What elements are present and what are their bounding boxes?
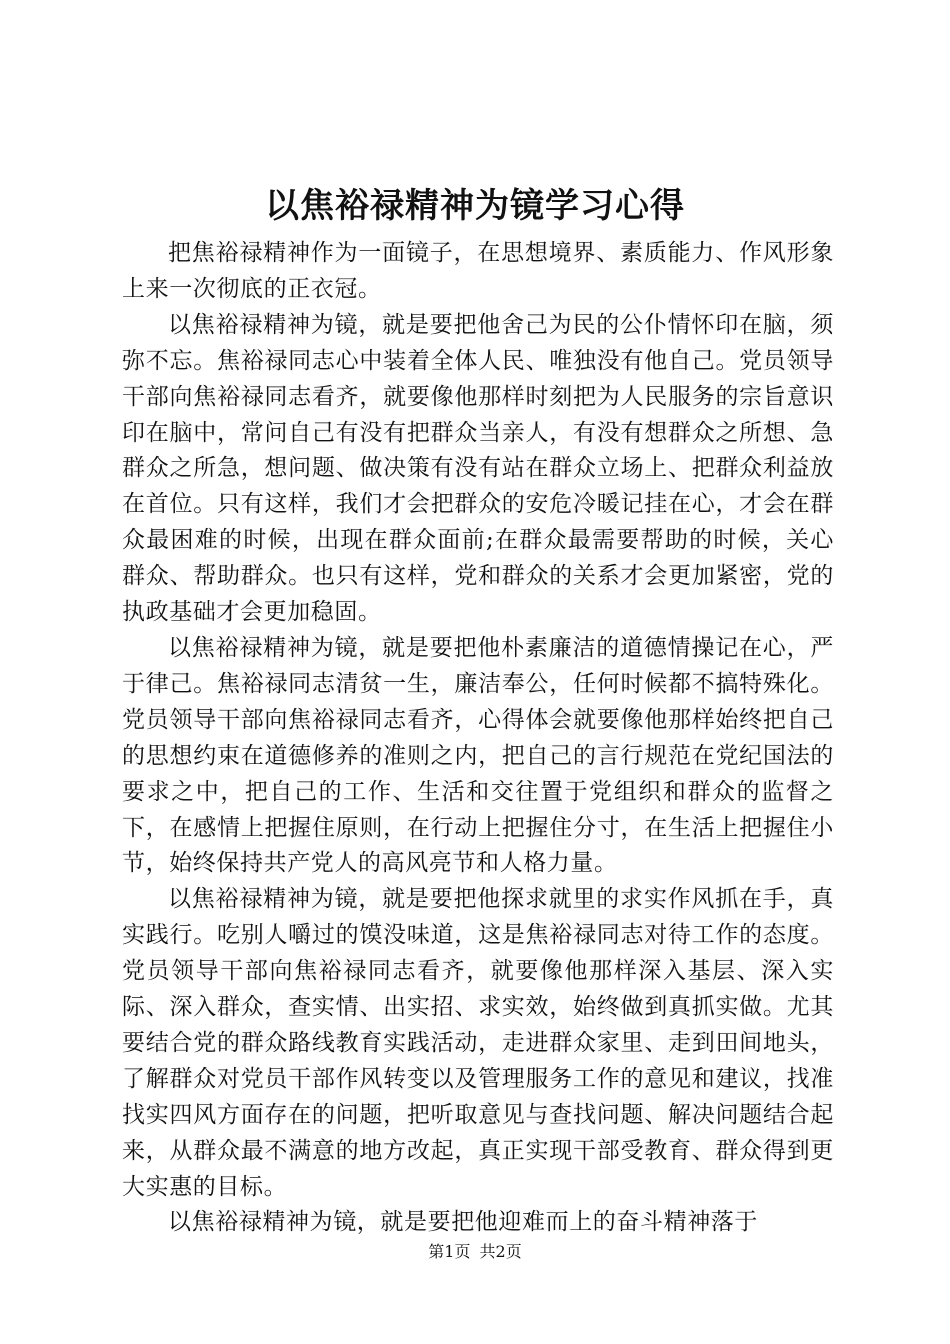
page-number: 第1页 (428, 1242, 471, 1261)
paragraph: 把焦裕禄精神作为一面镜子，在思想境界、素质能力、作风形象上来一次彻底的正衣冠。 (122, 240, 834, 302)
paragraph: 以焦裕禄精神为镜，就是要把他探求就里的求实作风抓在手，真实践行。吃别人嚼过的馍没味道，这是焦裕禄同志对待工作的态度。党员领导干部向焦裕禄同志看齐，就要像他那样深入基层、深入实际、深入群众，查实情、出实招、求实效，始终做到真抓实做。尤其要结合党的群众路线教育实践活动，走进群众家里、走到田间地头，了解群众对党员干部作风转变以及管理服务工作的意见和建议，找准找实四风方面存在的问题，把听取意见与查找问题、解决问题结合起来，从群众最不满意的地方改起，真正实现干部受教育、群众得到更大实惠的目标。 (122, 886, 834, 1200)
document-title: 以焦裕禄精神为镜学习心得 (265, 186, 685, 226)
document-body (122, 236, 834, 1241)
page-footer (0, 1241, 950, 1263)
paragraph: 以焦裕禄精神为镜，就是要把他迎难而上的奋斗精神落于 (168, 1209, 758, 1236)
paragraph: 以焦裕禄精神为镜，就是要把他朴素廉洁的道德情操记在心，严于律己。焦裕禄同志清贫一生，廉洁奉公，任何时候都不搞特殊化。党员领导干部向焦裕禄同志看齐，心得体会就要像他那样始终把自己的思想约束在道德修养的准则之内，把自己的言行规范在党纪国法的要求之中，把自己的工作、生活和交往置于党组织和群众的监督之下，在感情上把握住原则，在行动上把握住分寸，在生活上把握住小节，始终保持共产党人的高风亮节和人格力量。 (122, 634, 834, 877)
page-total: 共2页 (479, 1242, 522, 1261)
paragraph: 以焦裕禄精神为镜，就是要把他舍己为民的公仆情怀印在脑，须弥不忘。焦裕禄同志心中装着全体人民、唯独没有他自己。党员领导干部向焦裕禄同志看齐，就要像他那样时刻把为人民服务的宗旨意识印在脑中，常问自己有没有把群众当亲人，有没有想群众之所想、急群众之所急，想问题、做决策有没有站在群众立场上、把群众利益放在首位。只有这样，我们才会把群众的安危冷暖记挂在心，才会在群众最困难的时候，出现在群众面前;在群众最需要帮助的时候，关心群众、帮助群众。也只有这样，党和群众的关系才会更加紧密，党的执政基础才会更加稳固。 (122, 311, 834, 626)
